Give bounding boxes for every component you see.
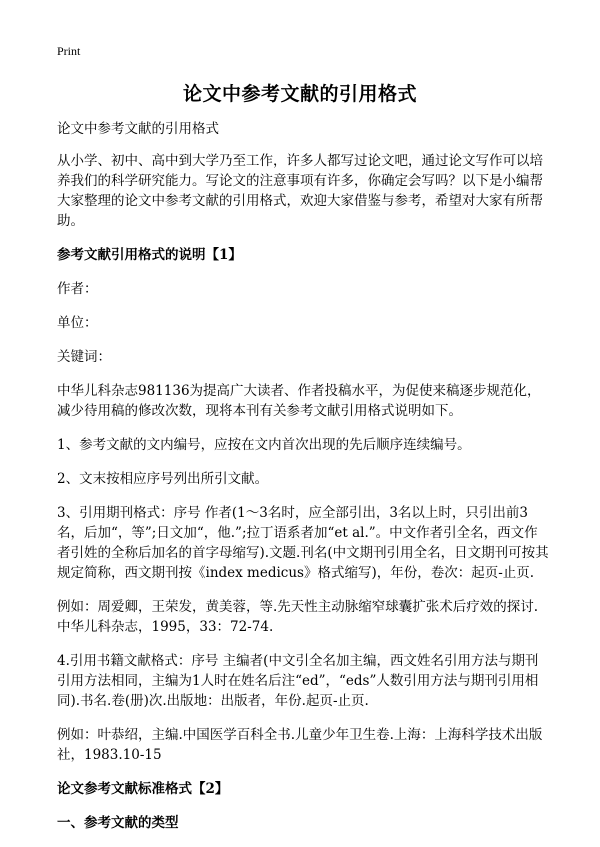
page-title: 论文中参考文献的引用格式 — [182, 83, 417, 105]
subsection-heading-reference-types: 一、参考文献的类型 — [57, 815, 179, 831]
rule-paragraph-1: 1、参考文献的文内编号，应按在文内首次出现的先后顺序连续编号。 — [57, 437, 471, 453]
rule-example-4: 例如：叶恭绍，主编.中国医学百科全书.儿童少年卫生卷.上海：上海科学技术出版社，1983.10-15 — [57, 727, 543, 763]
rule-example-3: 例如：周爱卿，王荣发，黄美蓉，等.先天性主动脉缩窄球囊扩张术后疗效的探讨.中华儿科杂志，1995，33：72-74. — [57, 599, 539, 635]
author-field-label: 作者： — [57, 281, 98, 297]
document-body — [57, 119, 550, 847]
document-subtitle: 论文中参考文献的引用格式 — [57, 121, 219, 137]
journal-intro-paragraph: 中华儿科杂志981136为提高广大读者、作者投稿水平，为促使来稿逐步规范化，减少待用稿的修改次数，现将本刊有关参考文献引用格式说明如下。 — [57, 383, 541, 419]
rule-paragraph-2: 2、文末按相应序号列出所引文献。 — [57, 471, 269, 487]
keywords-field-label: 关键词： — [57, 349, 111, 365]
rule-paragraph-4: 4.引用书籍文献格式：序号 主编者(中文引全名加主编，西文姓名引用方法与期刊引用方法相同，主编为1人时在姓名后注“ed”，“eds”人数引用方法与期刊引用相同).书名.卷(册)次.出版地：出版者，年份.起页-止页. — [57, 653, 539, 709]
unit-field-label: 单位： — [57, 315, 98, 331]
section-heading-standard-format: 论文参考文献标准格式【2】 — [57, 781, 229, 797]
section-heading-citation-format: 参考文献引用格式的说明【1】 — [57, 247, 242, 263]
print-label: Print — [57, 44, 81, 58]
intro-paragraph: 从小学、初中、高中到大学乃至工作，许多人都写过论文吧，通过论文写作可以培养我们的科学研究能力。写论文的注意事项有许多，你确定会写吗？以下是小编帮大家整理的论文中参考文献的引用格式，欢迎大家借鉴与参考，希望对大家有所帮助。 — [57, 153, 543, 229]
rule-paragraph-3: 3、引用期刊格式：序号 作者(1～3名时，应全部引出，3名以上时，只引出前3名，后加“，等”;日文加“，他.”;拉丁语系者加“et al.”。中文作者引全名，西文作者引姓的全称后加名的首字母缩写).文题.刊名(中文期刊引用全名，日文期刊可按其规定简称，西文期刊按《index medicus》格式缩写)，年份，卷次：起页-止页. — [57, 505, 549, 581]
